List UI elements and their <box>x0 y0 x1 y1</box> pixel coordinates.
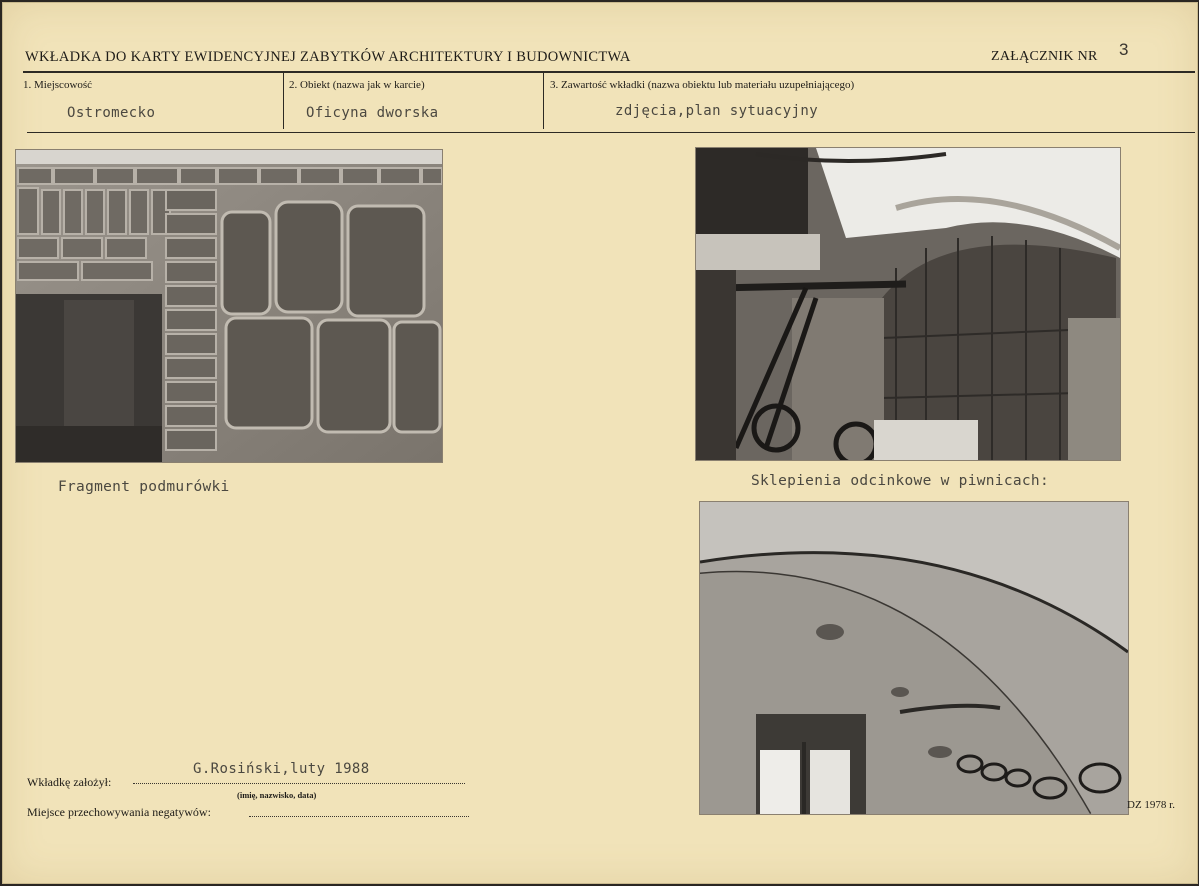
author-label: Wkładkę założył: <box>27 775 112 789</box>
vault-arch-photo <box>699 501 1129 815</box>
annex-label: ZAŁĄCZNIK NR <box>991 49 1098 64</box>
field-divider-2 <box>543 73 544 129</box>
fields-rule <box>27 132 1195 133</box>
annex-number: 3 <box>1119 40 1129 59</box>
field-object-value: Oficyna dworska <box>306 105 439 121</box>
header-rule <box>23 71 1195 73</box>
negatives-label: Miejsce przechowywania negatywów: <box>27 805 211 819</box>
field-contents-value: zdjęcia,plan sytuacyjny <box>615 103 819 119</box>
cellar-door-photo-image <box>696 148 1120 460</box>
field-contents-label: 3. Zawartość wkładki (nazwa obiektu lub materiału uzupełniającego) <box>550 79 855 91</box>
card-title: WKŁADKA DO KARTY EWIDENCYJNEJ ZABYTKÓW ARCHITEKTURY I BUDOWNICTWA <box>25 49 631 65</box>
cellar-door-photo <box>695 147 1121 461</box>
author-dotted-line <box>133 783 465 784</box>
caption-vaults: Sklepienia odcinkowe w piwnicach: <box>751 473 1049 489</box>
caption-foundation: Fragment podmurówki <box>58 479 230 495</box>
negatives-dotted-line <box>249 816 469 817</box>
vault-arch-photo-image <box>700 502 1128 814</box>
foundation-photo <box>15 149 443 463</box>
field-locality-value: Ostromecko <box>67 105 156 121</box>
print-code: DZ 1978 r. <box>1127 799 1175 811</box>
author-value: G.Rosiński,luty 1988 <box>193 761 370 777</box>
field-divider-1 <box>283 73 284 129</box>
author-hint: (imię, nazwisko, data) <box>237 790 317 800</box>
field-locality-label: 1. Miejscowość <box>23 79 93 91</box>
inventory-card <box>2 2 1198 884</box>
foundation-photo-image <box>16 150 442 462</box>
field-object-label: 2. Obiekt (nazwa jak w karcie) <box>289 79 425 91</box>
